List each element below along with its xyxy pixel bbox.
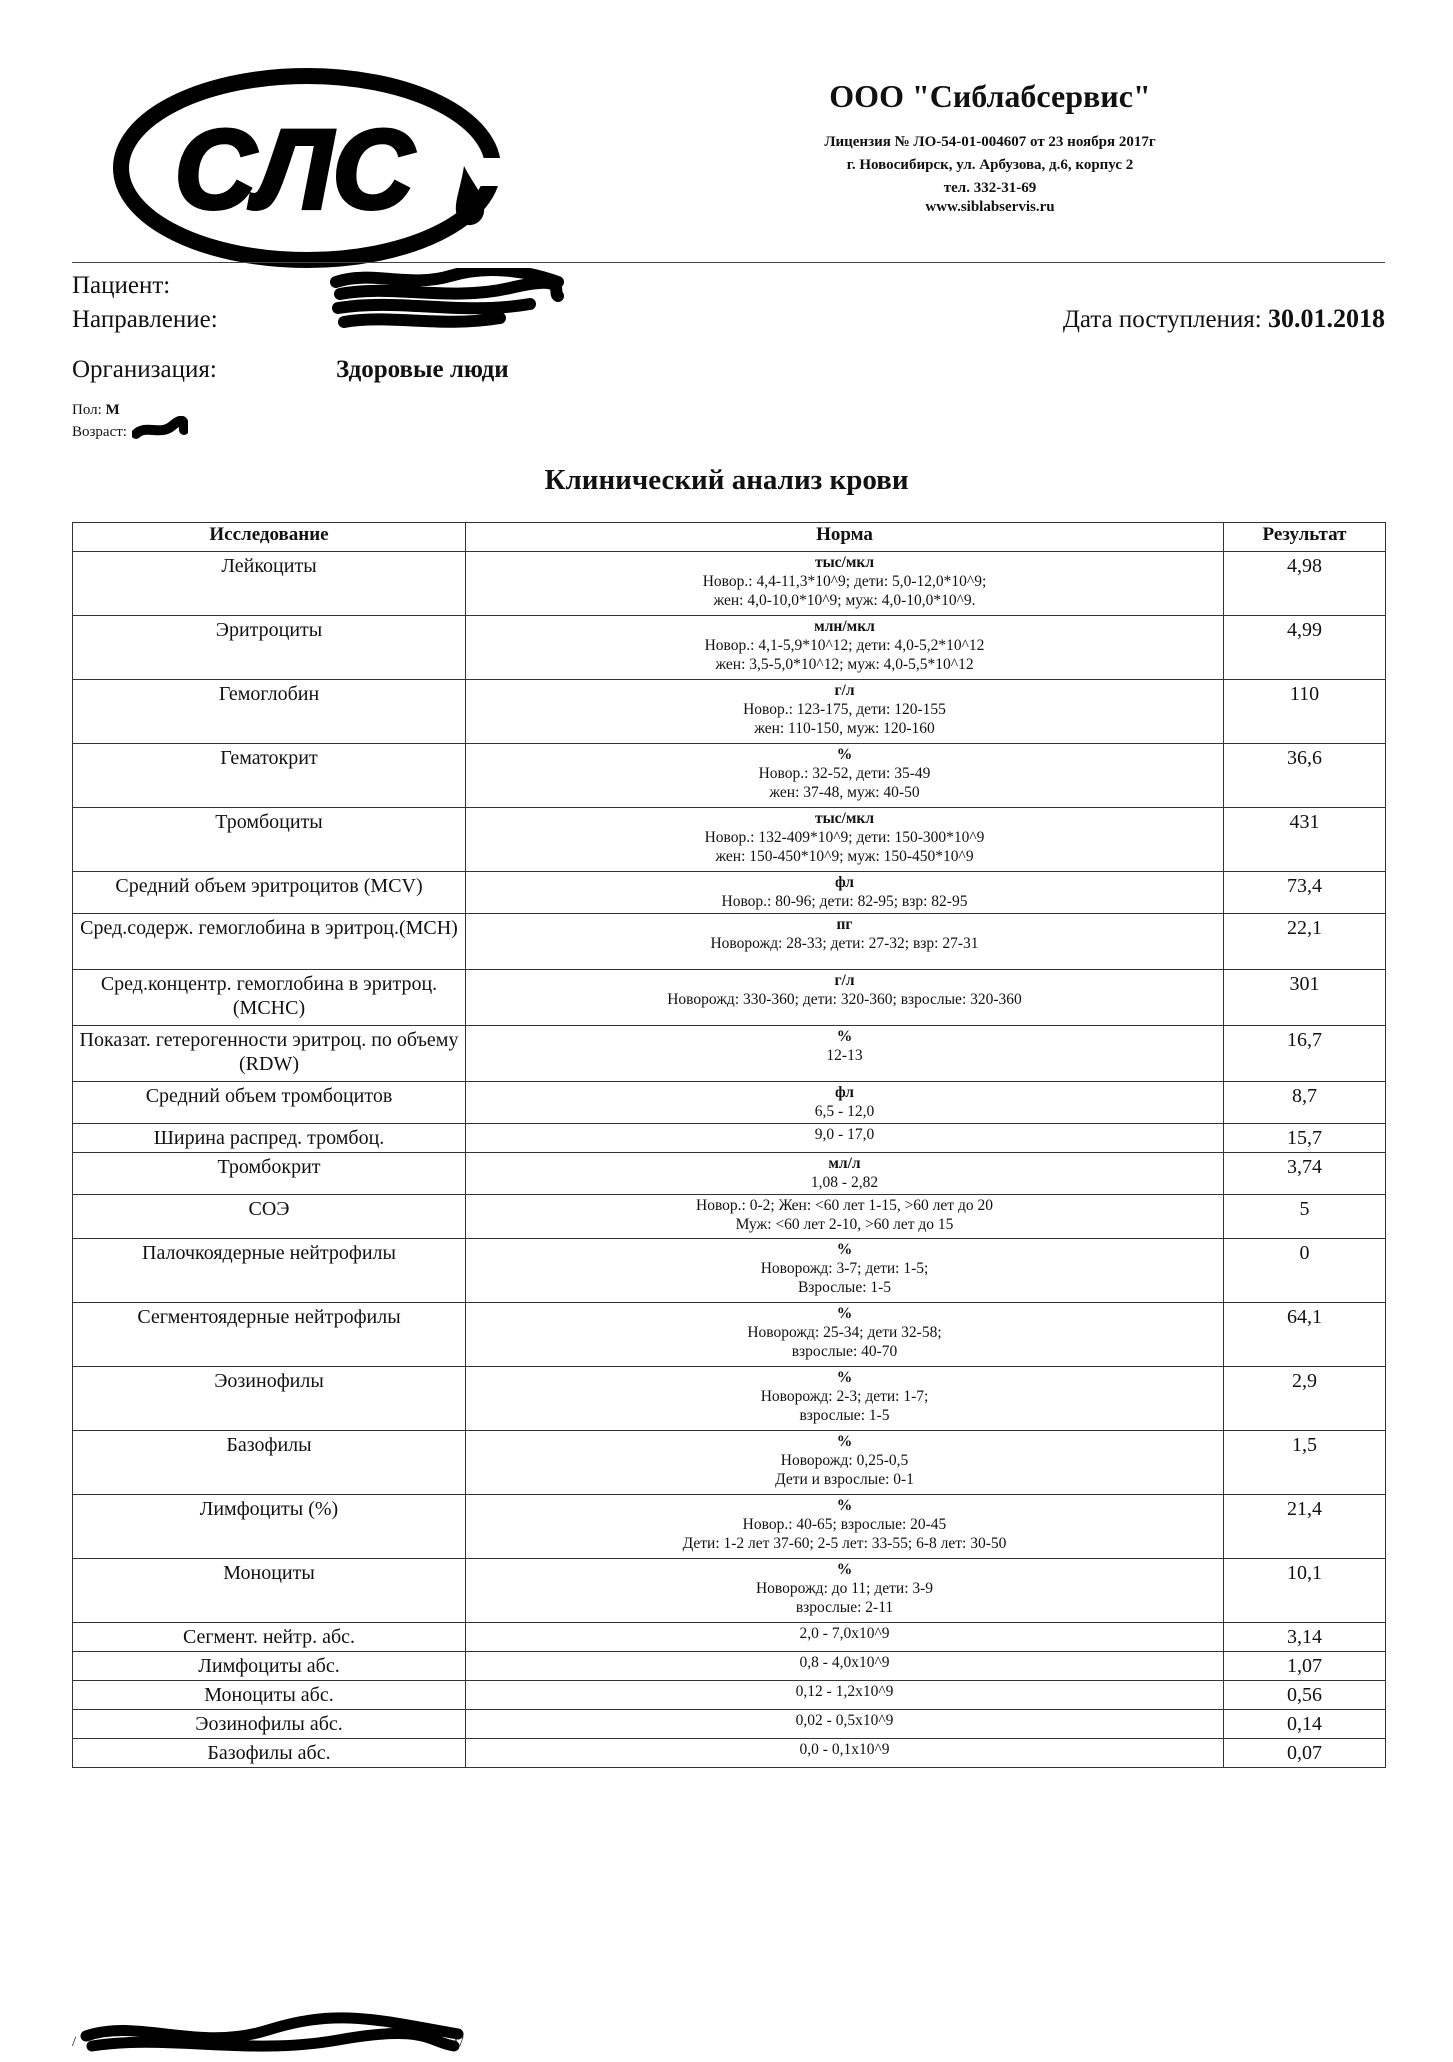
study-name: Сегментоядерные нейтрофилы: [73, 1303, 466, 1367]
table-row: [73, 1367, 1386, 1431]
study-name: Базофилы: [73, 1431, 466, 1495]
result-value: 0,07: [1224, 1739, 1386, 1768]
table-row: [73, 1681, 1386, 1710]
result-value: 73,4: [1224, 872, 1386, 914]
norm-cell: [466, 1195, 1224, 1239]
norm-cell: [466, 1082, 1224, 1124]
norm-cell: [466, 1559, 1224, 1623]
website-line: www.siblabservis.ru: [925, 199, 1055, 215]
company-name: ООО "Сиблабсервис": [829, 78, 1151, 114]
table-header-row: [73, 523, 1386, 552]
norm-line: 0,12 - 1,2x10^9: [795, 1683, 894, 1700]
sex-label: Пол:: [72, 402, 102, 418]
result-value: 3,74: [1224, 1153, 1386, 1195]
result-value: 1,07: [1224, 1652, 1386, 1681]
logo-text: СЛС: [174, 107, 414, 232]
norm-line: 0,8 - 4,0x10^9: [799, 1654, 890, 1671]
footer-right-mark: 1/: [452, 2034, 464, 2050]
norm-line: жен: 110-150, муж: 120-160: [754, 720, 935, 737]
study-name: Лейкоциты: [73, 552, 466, 616]
norm-unit: мл/л: [828, 1155, 861, 1172]
study-name: Гемоглобин: [73, 680, 466, 744]
address-line: г. Новосибирск, ул. Арбузова, д.6, корпус 2: [846, 157, 1134, 173]
norm-unit: г/л: [834, 682, 855, 699]
table-row: [73, 680, 1386, 744]
result-value: 431: [1224, 808, 1386, 872]
norm-unit: фл: [834, 874, 855, 891]
norm-line: 1,08 - 2,82: [810, 1174, 879, 1191]
norm-cell: [466, 970, 1224, 1026]
norm-line: жен: 3,5-5,0*10^12; муж: 4,0-5,5*10^12: [715, 656, 974, 673]
norm-line: Новор.: 132-409*10^9; дети: 150-300*10^9: [704, 829, 985, 846]
study-name: Сред.концентр. гемоглобина в эритроц. (MCHC): [73, 970, 466, 1026]
norm-line: Новорожд: до 11; дети: 3-9: [755, 1580, 934, 1597]
direction-label: Направление:: [72, 306, 218, 333]
norm-unit: %: [836, 1433, 853, 1450]
study-name: Средний объем эритроцитов (MCV): [73, 872, 466, 914]
norm-line: 6,5 - 12,0: [814, 1103, 875, 1120]
result-value: 301: [1224, 970, 1386, 1026]
result-value: 2,9: [1224, 1367, 1386, 1431]
norm-cell: [466, 1681, 1224, 1710]
result-value: 3,14: [1224, 1623, 1386, 1652]
norm-line: жен: 37-48, муж: 40-50: [769, 784, 920, 801]
organization-value: Здоровые люди: [336, 356, 509, 383]
norm-cell: [466, 1739, 1224, 1768]
norm-cell: [466, 1367, 1224, 1431]
table-row: [73, 872, 1386, 914]
norm-cell: [466, 914, 1224, 970]
norm-cell: [466, 1431, 1224, 1495]
norm-line: жен: 150-450*10^9; муж: 150-450*10^9: [715, 848, 974, 865]
table-row: [73, 1124, 1386, 1153]
norm-unit: %: [836, 1369, 853, 1386]
norm-cell: [466, 1124, 1224, 1153]
result-value: 4,98: [1224, 552, 1386, 616]
norm-cell: [466, 1303, 1224, 1367]
patient-label: Пациент:: [72, 272, 171, 299]
norm-line: Новорожд: 28-33; дети: 27-32; взр: 27-31: [710, 935, 979, 952]
result-value: 21,4: [1224, 1495, 1386, 1559]
norm-unit: пг: [836, 916, 853, 933]
norm-line: Дети: 1-2 лет 37-60; 2-5 лет: 33-55; 6-8 лет: 30-50: [682, 1535, 1007, 1552]
table-row: [73, 1710, 1386, 1739]
norm-line: жен: 4,0-10,0*10^9; муж: 4,0-10,0*10^9.: [713, 592, 976, 609]
norm-line: Новор.: 0-2; Жен: <60 лет 1-15, >60 лет до 20: [696, 1197, 993, 1214]
study-name: Сегмент. нейтр. абс.: [73, 1623, 466, 1652]
result-value: 22,1: [1224, 914, 1386, 970]
organization-label: Организация:: [72, 356, 217, 383]
norm-line: 0,0 - 0,1x10^9: [799, 1741, 890, 1758]
result-value: 5: [1224, 1195, 1386, 1239]
norm-unit: %: [836, 1028, 853, 1045]
sex-line: [72, 402, 120, 419]
table-row: [73, 914, 1386, 970]
header-divider: [72, 262, 1385, 263]
norm-unit: %: [836, 1497, 853, 1514]
norm-unit: тыс/мкл: [814, 810, 875, 827]
table-row: [73, 1303, 1386, 1367]
study-name: Средний объем тромбоцитов: [73, 1082, 466, 1124]
study-name: Тромбокрит: [73, 1153, 466, 1195]
license-line: Лицензия № ЛО-54-01-004607 от 23 ноября 2017г: [824, 134, 1156, 150]
table-row: [73, 1652, 1386, 1681]
norm-line: взрослые: 2-11: [795, 1599, 894, 1616]
norm-line: Новор.: 4,4-11,3*10^9; дети: 5,0-12,0*10^9;: [702, 573, 987, 590]
footer-left-mark: /: [72, 2034, 77, 2050]
norm-line: Новорожд: 2-3; дети: 1-7;: [760, 1388, 929, 1405]
report-title: Клинический анализ крови: [544, 464, 909, 496]
norm-line: взрослые: 1-5: [799, 1407, 890, 1424]
norm-unit: фл: [834, 1084, 855, 1101]
table-row: [73, 744, 1386, 808]
header-result: Результат: [1224, 523, 1386, 552]
redacted-footer: [78, 2012, 468, 2058]
norm-unit: млн/мкл: [814, 618, 875, 635]
date-value: 30.01.2018: [1268, 304, 1385, 333]
table-row: [73, 1495, 1386, 1559]
norm-cell: [466, 1652, 1224, 1681]
study-name: Лимфоциты (%): [73, 1495, 466, 1559]
norm-line: Муж: <60 лет 2-10, >60 лет до 15: [735, 1216, 954, 1233]
result-value: 0,56: [1224, 1681, 1386, 1710]
study-name: Палочкоядерные нейтрофилы: [73, 1239, 466, 1303]
norm-cell: [466, 808, 1224, 872]
results-table: [72, 522, 1386, 1768]
table-row: [73, 970, 1386, 1026]
norm-line: Новорожд: 0,25-0,5: [780, 1452, 909, 1469]
sex-value: М: [105, 402, 120, 418]
norm-cell: [466, 552, 1224, 616]
table-row: [73, 552, 1386, 616]
norm-line: взрослые: 40-70: [791, 1343, 898, 1360]
norm-line: Новор.: 123-175, дети: 120-155: [743, 701, 946, 718]
result-value: 8,7: [1224, 1082, 1386, 1124]
table-row: [73, 1082, 1386, 1124]
result-value: 4,99: [1224, 616, 1386, 680]
norm-unit: %: [836, 1305, 853, 1322]
table-row: [73, 1153, 1386, 1195]
norm-line: Новор.: 32-52, дети: 35-49: [758, 765, 931, 782]
norm-line: Новорожд: 25-34; дети 32-58;: [747, 1324, 942, 1341]
norm-unit: %: [836, 1241, 853, 1258]
company-logo: [112, 68, 502, 268]
norm-unit: %: [836, 1561, 853, 1578]
table-row: [73, 1739, 1386, 1768]
norm-unit: %: [836, 746, 853, 763]
norm-cell: [466, 1239, 1224, 1303]
study-name: Сред.содерж. гемоглобина в эритроц.(MCH): [73, 914, 466, 970]
norm-line: 12-13: [826, 1047, 863, 1064]
redacted-age: [132, 416, 188, 442]
norm-line: Новорожд: 3-7; дети: 1-5;: [760, 1260, 929, 1277]
age-label: Возраст:: [72, 424, 127, 440]
norm-cell: [466, 1623, 1224, 1652]
norm-cell: [466, 872, 1224, 914]
table-row: [73, 1195, 1386, 1239]
table-row: [73, 1431, 1386, 1495]
norm-cell: [466, 616, 1224, 680]
norm-line: Дети и взрослые: 0-1: [775, 1471, 914, 1488]
study-name: Эозинофилы абс.: [73, 1710, 466, 1739]
result-value: 1,5: [1224, 1431, 1386, 1495]
result-value: 0,14: [1224, 1710, 1386, 1739]
norm-cell: [466, 744, 1224, 808]
norm-line: Новорожд: 330-360; дети: 320-360; взрослые: 320-360: [667, 991, 1022, 1008]
norm-unit: тыс/мкл: [814, 554, 875, 571]
result-value: 10,1: [1224, 1559, 1386, 1623]
norm-line: Новор.: 4,1-5,9*10^12; дети: 4,0-5,2*10^12: [704, 637, 985, 654]
norm-cell: [466, 1495, 1224, 1559]
norm-line: Взрослые: 1-5: [797, 1279, 892, 1296]
receipt-date: [1063, 304, 1385, 334]
norm-line: Новор.: 80-96; дети: 82-95; взр: 82-95: [721, 893, 968, 910]
study-name: Ширина распред. тромбоц.: [73, 1124, 466, 1153]
norm-cell: [466, 680, 1224, 744]
date-label: Дата поступления:: [1062, 306, 1262, 333]
norm-line: 2,0 - 7,0x10^9: [799, 1625, 890, 1642]
norm-line: 9,0 - 17,0: [814, 1126, 875, 1143]
table-row: [73, 1559, 1386, 1623]
result-value: 64,1: [1224, 1303, 1386, 1367]
phone-line: тел. 332-31-69: [943, 180, 1037, 196]
result-value: 16,7: [1224, 1026, 1386, 1082]
study-name: СОЭ: [73, 1195, 466, 1239]
study-name: Показат. гетерогенности эритроц. по объему (RDW): [73, 1026, 466, 1082]
study-name: Лимфоциты абс.: [73, 1652, 466, 1681]
study-name: Эозинофилы: [73, 1367, 466, 1431]
study-name: Базофилы абс.: [73, 1739, 466, 1768]
study-name: Тромбоциты: [73, 808, 466, 872]
study-name: Гематокрит: [73, 744, 466, 808]
study-name: Моноциты абс.: [73, 1681, 466, 1710]
table-row: [73, 616, 1386, 680]
result-value: 15,7: [1224, 1124, 1386, 1153]
table-row: [73, 1239, 1386, 1303]
result-value: 110: [1224, 680, 1386, 744]
result-value: 0: [1224, 1239, 1386, 1303]
table-row: [73, 808, 1386, 872]
study-name: Моноциты: [73, 1559, 466, 1623]
study-name: Эритроциты: [73, 616, 466, 680]
norm-line: 0,02 - 0,5x10^9: [795, 1712, 894, 1729]
table-row: [73, 1623, 1386, 1652]
result-value: 36,6: [1224, 744, 1386, 808]
header-study: Исследование: [73, 523, 466, 552]
norm-cell: [466, 1026, 1224, 1082]
redacted-patient-name: [330, 268, 565, 334]
header-norm: Норма: [466, 523, 1224, 552]
norm-line: Новор.: 40-65; взрослые: 20-45: [742, 1516, 947, 1533]
norm-cell: [466, 1153, 1224, 1195]
norm-cell: [466, 1710, 1224, 1739]
norm-unit: г/л: [834, 972, 855, 989]
table-row: [73, 1026, 1386, 1082]
